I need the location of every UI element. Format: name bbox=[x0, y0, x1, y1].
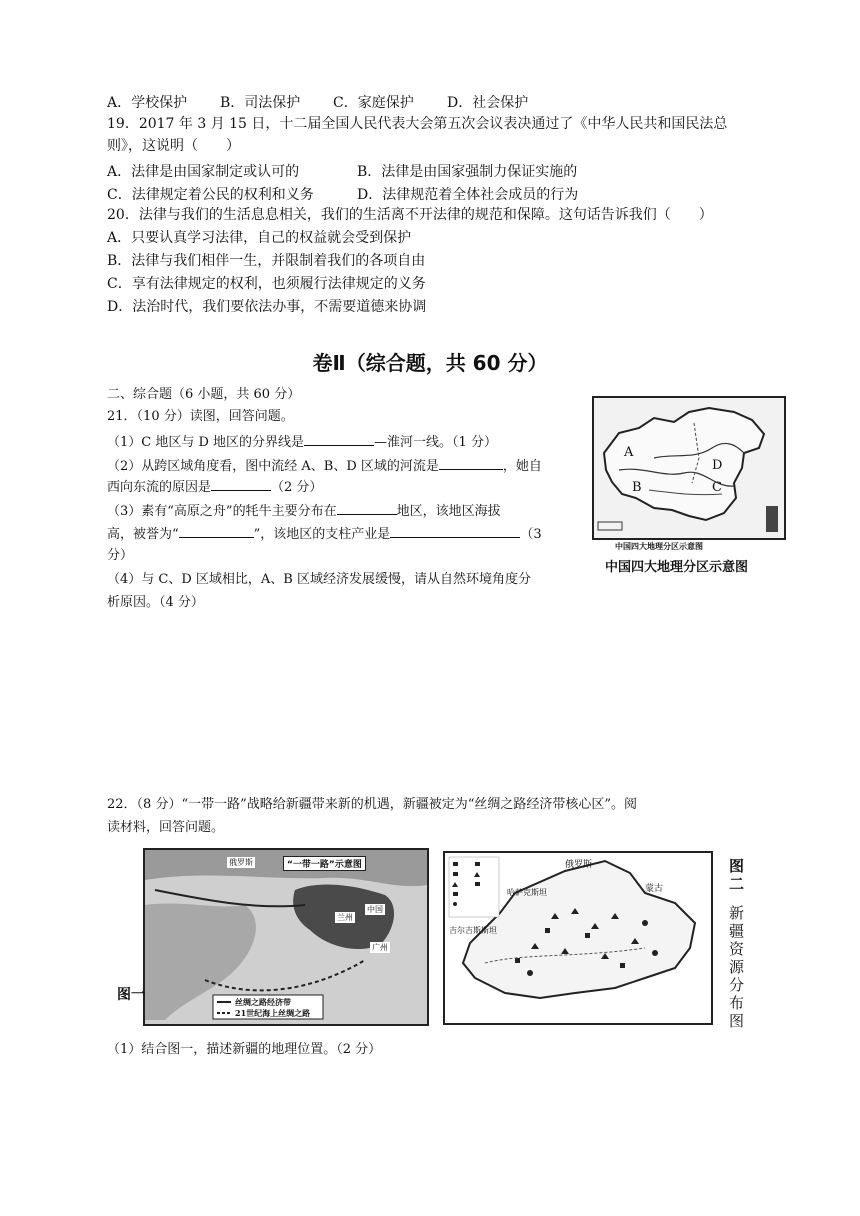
q21-part2-line1: （2）从跨区域角度看，图中流经 A、B、D 区域的河流是 ，她自 bbox=[107, 455, 542, 477]
q22-stem-line2: 读材料，回答问题。 bbox=[107, 820, 225, 835]
fig1-legend-sea: 21世纪海上丝绸之路 bbox=[235, 1008, 311, 1018]
fig2-place-kazakhstan: 哈萨克斯坦 bbox=[507, 888, 547, 897]
q21-part2-line2: 西向东流的原因是 （2 分） bbox=[107, 476, 322, 498]
q19-option-c: C．法律规定着公民的权利和义务 bbox=[107, 187, 314, 203]
xinjiang-resource-map bbox=[443, 851, 713, 1025]
answer-blank[interactable] bbox=[304, 431, 374, 446]
answer-blank[interactable] bbox=[337, 500, 397, 515]
fig1-label: 图一 bbox=[117, 987, 145, 1003]
answer-blank[interactable] bbox=[179, 523, 254, 538]
q20-option-c: C．享有法律规定的权利，也须履行法律规定的义务 bbox=[107, 276, 426, 292]
map-label-b: B bbox=[632, 480, 642, 495]
fig2-side-label: 图二 bbox=[727, 858, 745, 894]
section-intro: 二、综合题（6 小题，共 60 分） bbox=[107, 387, 301, 402]
q21-part1: （1）C 地区与 D 地区的分界线是 —淮河一线。（1 分） bbox=[107, 431, 497, 453]
q18-option-c: C．家庭保护 bbox=[333, 95, 414, 111]
q19-stem-line2: 则》，这说明（ ） bbox=[107, 138, 240, 154]
q19-option-d: D．法律规范着全体社会成员的行为 bbox=[357, 187, 579, 203]
q21-stem: 21．（10 分）读图，回答问题。 bbox=[107, 409, 294, 424]
q21-part3-line1: （3）素有“高原之舟”的牦牛主要分布在 地区，该地区海拔 bbox=[107, 500, 501, 522]
answer-blank[interactable] bbox=[211, 476, 271, 491]
q20-option-b: B．法律与我们相伴一生，并限制着我们的各项自由 bbox=[107, 253, 426, 269]
q18-option-b: B．司法保护 bbox=[220, 95, 301, 111]
belt-road-map bbox=[143, 848, 429, 1026]
q18-option-d: D．社会保护 bbox=[447, 95, 529, 111]
fig1-place-china: 中国 bbox=[367, 905, 383, 914]
q19-stem-line1: 19．2017 年 3 月 15 日，十二届全国人民代表大会第五次会议表决通过了《中华人民共和国民法总 bbox=[107, 116, 728, 132]
fig2-place-russia: 俄罗斯 bbox=[565, 860, 593, 870]
fig1-title: “一带一路”示意图 bbox=[283, 856, 366, 871]
china-regions-map bbox=[592, 396, 786, 540]
section-title: 卷Ⅱ（综合题，共 60 分） bbox=[312, 351, 548, 375]
q18-option-a: A．学校保护 bbox=[107, 95, 188, 111]
q22-stem-line1: 22．（8 分）“一带一路”战略给新疆带来新的机遇，新疆被定为“丝绸之路经济带核心区”。阅 bbox=[107, 797, 638, 812]
q21-part4-line2: 析原因。（4 分） bbox=[107, 595, 204, 610]
q19-option-a: A．法律是由国家制定或认可的 bbox=[107, 164, 300, 180]
fig1-place-guangzhou: 广州 bbox=[372, 943, 388, 952]
map-label-d: D bbox=[712, 458, 723, 473]
map-label-c: C bbox=[712, 480, 722, 495]
fig1-place-russia: 俄罗斯 bbox=[229, 858, 253, 867]
q22-part1: （1）结合图一，描述新疆的地理位置。（2 分） bbox=[107, 1042, 382, 1057]
q20-option-a: A．只要认真学习法律，自己的权益就会受到保护 bbox=[107, 230, 412, 246]
fig2-place-mongolia: 蒙古 bbox=[645, 884, 664, 894]
q21-part4-line1: （4）与 C、D 区域相比，A、B 区域经济发展缓慢，请从自然环境角度分 bbox=[107, 572, 531, 587]
q19-option-b: B．法律是由国家强制力保证实施的 bbox=[357, 164, 578, 180]
map-label-a: A bbox=[624, 445, 634, 460]
fig1-place-lanzhou: 兰州 bbox=[337, 913, 353, 922]
fig2-side-title: 新疆资源分布图 bbox=[727, 905, 745, 1031]
answer-blank[interactable] bbox=[439, 455, 503, 470]
xinjiang-resource-map-image bbox=[445, 853, 711, 1023]
q20-stem: 20．法律与我们的生活息息相关，我们的生活离不开法律的规范和保障。这句话告诉我们（ ） bbox=[107, 207, 713, 223]
q21-part3-line3: 分） bbox=[107, 548, 134, 563]
fig1-legend-belt: 丝绸之路经济带 bbox=[235, 997, 291, 1007]
map-small-caption: 中国四大地理分区示意图 bbox=[615, 542, 703, 551]
q21-part3-line2: 高，被誉为“ ”，该地区的支柱产业是 （3 bbox=[107, 523, 542, 545]
answer-blank[interactable] bbox=[390, 523, 520, 538]
china-outline-map-image bbox=[594, 398, 784, 538]
fig2-place-kyrgyzstan: 吉尔吉斯斯坦 bbox=[449, 926, 497, 935]
q20-option-d: D．法治时代，我们要依法办事，不需要道德来协调 bbox=[107, 299, 427, 315]
map-caption: 中国四大地理分区示意图 bbox=[605, 560, 749, 575]
